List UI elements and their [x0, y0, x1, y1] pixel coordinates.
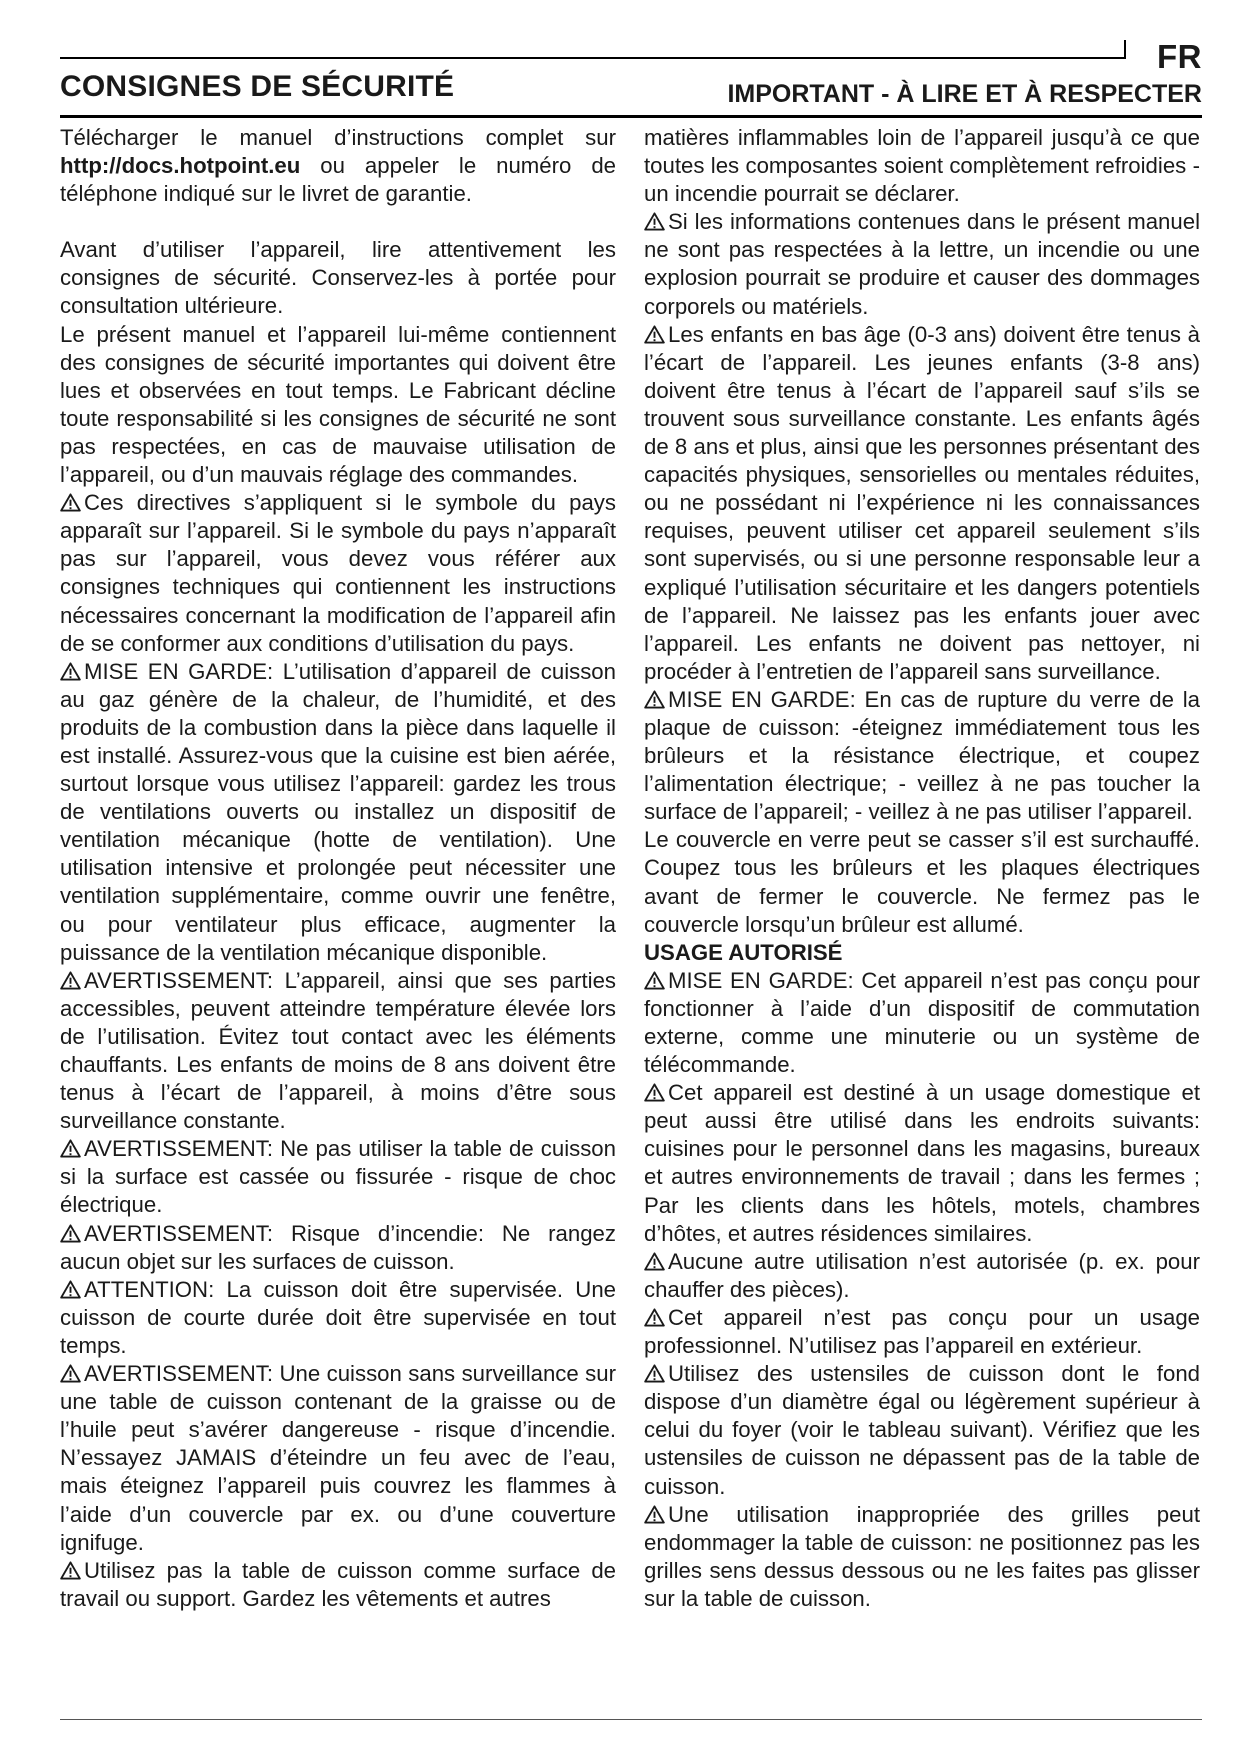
warning-triangle-icon: [644, 212, 665, 231]
warning-triangle-icon: [644, 325, 665, 344]
header-tick: [1124, 40, 1126, 59]
warning-text: Une utilisation inappropriée des grilles peut endommager la table de cuisson: ne positionnez pas les grilles sens dessus dessous ou ne les faites pas glisser sur la table de cuisson.: [644, 1501, 1200, 1611]
warning-item: [644, 321, 1200, 686]
warning-text: AVERTISSEMENT: Ne pas utiliser la table de cuisson si la surface est cassée ou fissurée - risque de choc électrique.: [60, 1136, 616, 1218]
warning-item: [60, 1135, 616, 1219]
warning-text: Utilisez pas la table de cuisson comme surface de travail ou support. Gardez les vêtements et autres: [60, 1557, 616, 1611]
warning-text: Les enfants en bas âge (0-3 ans) doivent être tenus à l’écart de l’appareil. Les jeunes enfants (3-8 ans) doivent être tenus à l’écart de l’appareil sauf s’ils se trouvent sous surveillance constante. Les enfants âgés de 8 ans et plus, ainsi que les personnes présentant des capacités physiques, sensorielles ou mentales réduites, ou ne possédant ni l’expérience ni les connaissances requises, peuvent utiliser cet appareil seulement s’ils sont supervisés, ou si une personne responsable leur a expliqué l’utilisation sécuritaire et les dangers potentiels de l’appareil. Ne laissez pas les enfants jouer avec l’appareil. Les enfants ne doivent pas nettoyer, ni procéder à l’entretien de l’appareil sans surveillance.: [644, 321, 1200, 684]
warning-triangle-icon: [644, 1505, 665, 1524]
left-column: [60, 124, 616, 1613]
warning-text: MISE EN GARDE: Cet appareil n’est pas conçu pour fonctionner à l’aide d’un dispositif de commutation externe, comme une minuterie ou un système de télécommande.: [644, 967, 1200, 1078]
warning-triangle-icon: [60, 1139, 81, 1158]
warning-text: Aucune autre utilisation n’est autorisée (p. ex. pour chauffer des pièces).: [644, 1248, 1200, 1302]
intro-paragraph: [60, 124, 616, 208]
warning-text: MISE EN GARDE: En cas de rupture du verre de la plaque de cuisson: -éteignez immédiatement tous les brûleurs et la résistance électrique, et coupez l’alimentation électrique; - veillez à ne pas toucher la surface de l’appareil; - veillez à ne pas utiliser l’appareil.: [644, 686, 1200, 825]
paragraph: Le présent manuel et l’appareil lui-même contiennent des consignes de sécurité importantes qui doivent être lues et observées en tout temps. Le Fabricant décline toute responsabilité si les consignes de sécurité ne sont pas respectées, en cas de mauvaise utilisation de l’appareil, ou d’un mauvais réglage des commandes.: [60, 321, 616, 488]
title-rule: [60, 115, 1202, 118]
warning-triangle-icon: [60, 662, 81, 681]
warning-item: [644, 1079, 1200, 1248]
warning-triangle-icon: [60, 1364, 81, 1383]
warning-text: Ces directives s’appliquent si le symbole du pays apparaît sur l’appareil. Si le symbole du pays n’apparaît pas sur l’appareil, vous devez vous référer aux consignes techniques qui contiennent les instructions nécessaires concernant la modification de l’appareil afin de se conformer aux conditions d’utilisation du pays.: [60, 490, 616, 656]
warning-triangle-icon: [60, 1224, 81, 1243]
right-column: [644, 124, 1200, 1613]
warning-item: [644, 1360, 1200, 1500]
warning-text: Cet appareil n’est pas conçu pour un usage professionnel. N’utilisez pas l’appareil en extérieur.: [644, 1304, 1200, 1359]
warning-triangle-icon: [60, 1280, 81, 1299]
warning-triangle-icon: [60, 1561, 81, 1580]
page-title: CONSIGNES DE SÉCURITÉ: [60, 70, 455, 103]
warning-item: [60, 967, 616, 1136]
warning-item: [644, 686, 1200, 826]
intro-text: Télécharger le manuel d’instructions complet sur: [60, 125, 616, 150]
warning-text: AVERTISSEMENT: Une cuisson sans surveillance sur une table de cuisson contenant de la graisse ou de l’huile peut s’avérer dangereuse - risque d’incendie. N’essayez JAMAIS d’éteindre un feu avec de l’eau, mais éteignez l’appareil puis couvrez les flammes à l’aide d’un couvercle par ex. ou d’une couverture ignifuge.: [60, 1361, 616, 1555]
page-subtitle: IMPORTANT - À LIRE ET À RESPECTER: [727, 80, 1202, 108]
section-heading: USAGE AUTORISÉ: [644, 939, 843, 965]
warning-text: AVERTISSEMENT: L’appareil, ainsi que ses parties accessibles, peuvent atteindre température élevée lors de l’utilisation. Évitez tout contact avec les éléments chauffants. Les enfants de moins de 8 ans doivent être tenus à l’écart de l’appareil, à moins d’être sous surveillance constante.: [60, 967, 616, 1134]
paragraph: Avant d’utiliser l’appareil, lire attentivement les consignes de sécurité. Conservez-les à portée pour consultation ultérieure.: [60, 237, 616, 319]
paragraph: Le couvercle en verre peut se casser s’il est surchauffé. Coupez tous les brûleurs et les plaques électriques avant de fermer le couvercle. Ne fermez pas le couvercle lorsqu’un brûleur est allumé.: [644, 827, 1200, 937]
warning-triangle-icon: [644, 1083, 665, 1102]
warning-item: [644, 1304, 1200, 1360]
warning-text: Si les informations contenues dans le présent manuel ne sont pas respectées à la lettre, un incendie ou une explosion pourrait se produire et causer des dommages corporels ou matériels.: [644, 209, 1200, 319]
paragraph: matières inflammables loin de l’appareil jusqu’à ce que toutes les composantes soient complètement refroidies - un incendie pourrait se déclarer.: [644, 125, 1200, 207]
warning-triangle-icon: [60, 971, 81, 990]
warning-item: [644, 208, 1200, 320]
warning-text: MISE EN GARDE: L’utilisation d’appareil de cuisson au gaz génère de la chaleur, de l’humidité, et des produits de la combustion dans la pièce dans laquelle il est installé. Assurez-vous que la cuisine est bien aérée, surtout lorsque vous utilisez l’appareil: gardez les trous de ventilations ouverts ou installez un dispositif de ventilation mécanique (hotte de ventilation). Une utilisation intensive et prolongée peut nécessiter une ventilation supplémentaire, comme ouvrir une fenêtre, ou pour ventilateur plus efficace, augmenter la puissance de la ventilation mécanique disponible.: [60, 658, 616, 965]
warning-text: Cet appareil est destiné à un usage domestique et peut aussi être utilisé dans les endroits suivants: cuisines pour le personnel dans les magasins, bureaux et autres environnements de travail ; dans les fermes ; Par les clients dans les hôtels, motels, chambres d’hôtes, et autres résidences similaires.: [644, 1080, 1200, 1246]
warning-item: [60, 658, 616, 967]
warning-item: [60, 1276, 616, 1360]
header-top-rule: [60, 57, 1125, 59]
warning-triangle-icon: [644, 971, 665, 990]
page: [60, 40, 1202, 1720]
warning-item: [644, 1248, 1200, 1304]
warning-item: [644, 967, 1200, 1079]
warning-item: [60, 489, 616, 658]
docs-link[interactable]: http://docs.hotpoint.eu: [60, 153, 301, 179]
footer-rule: [60, 1719, 1202, 1720]
intro-text-end: ou appeler le numéro de téléphone indiqué sur le livret de garantie.: [60, 153, 616, 207]
warning-item: [60, 1360, 616, 1557]
warning-text: ATTENTION: La cuisson doit être supervisée. Une cuisson de courte durée doit être supervisée en tout temps.: [60, 1276, 616, 1358]
language-code: FR: [1157, 38, 1202, 75]
warning-triangle-icon: [644, 690, 665, 709]
warning-triangle-icon: [644, 1308, 665, 1327]
warning-triangle-icon: [644, 1252, 665, 1271]
warning-triangle-icon: [60, 493, 81, 512]
warning-text: Utilisez des ustensiles de cuisson dont le fond dispose d’un diamètre égal ou légèrement supérieur à celui du foyer (voir le tableau suivant). Vérifiez que les ustensiles de cuisson ne dépassent pas de la table de cuisson.: [644, 1361, 1200, 1499]
warning-text: AVERTISSEMENT: Risque d’incendie: Ne rangez aucun objet sur les surfaces de cuisson.: [60, 1220, 616, 1274]
warning-triangle-icon: [644, 1364, 665, 1383]
warning-item: [644, 1501, 1200, 1613]
warning-item: [60, 1220, 616, 1276]
warning-item: [60, 1557, 616, 1613]
